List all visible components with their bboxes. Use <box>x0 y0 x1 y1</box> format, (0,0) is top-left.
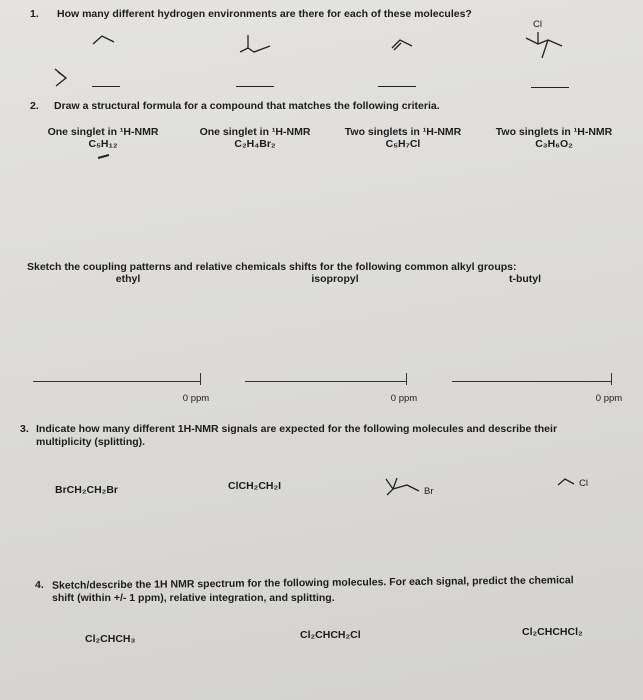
group-isopropyl: isopropyl <box>311 273 359 285</box>
pen-mark <box>97 154 111 160</box>
q2-number: 2. <box>30 100 39 112</box>
q3-molecule-1: BrCH₂CH₂Br <box>55 484 118 496</box>
q2-prompt: Draw a structural formula for a compound that matches the following criteria. <box>54 100 440 112</box>
q4-molecule-3: Cl₂CHCHCl₂ <box>522 626 583 638</box>
spectrum-axis-isopropyl <box>245 381 407 382</box>
answer-blank-2[interactable] <box>236 86 274 87</box>
q1-molecule-4-label: Cl <box>533 19 542 30</box>
tick-t-butyl <box>611 373 612 385</box>
q4-prompt-line-1: Sketch/describe the 1H NMR spectrum for the following molecules. For each signal, predict the chemical <box>51 574 574 592</box>
criteria-4-formula: C₃H₆O₂ <box>535 138 573 150</box>
spectrum-axis-t-butyl <box>452 381 612 382</box>
q1-molecule-4 <box>522 30 567 66</box>
q4-number: 4. <box>35 579 44 591</box>
q1-molecule-5 <box>52 66 82 90</box>
q1-molecule-3 <box>390 34 420 54</box>
answer-blank-4[interactable] <box>531 87 569 88</box>
ppm-label-isopropyl: 0 ppm <box>390 393 418 404</box>
q1-molecule-2 <box>238 32 278 62</box>
q3-molecule-4-label: Cl <box>579 478 588 489</box>
group-t-butyl: t-butyl <box>508 273 542 285</box>
criteria-1-formula: C₅H₁₂ <box>88 138 118 150</box>
ppm-label-ethyl: 0 ppm <box>182 393 210 404</box>
criteria-3-title: Two singlets in ¹H-NMR <box>344 126 462 138</box>
q3-molecule-3-label: Br <box>424 486 434 497</box>
q4-prompt-line-2: shift (within +/- 1 ppm), relative integration, and splitting. <box>52 592 335 604</box>
spectrum-axis-ethyl <box>33 381 201 382</box>
tick-isopropyl <box>406 373 407 385</box>
criteria-1-title: One singlet in ¹H-NMR <box>47 126 159 138</box>
q4-molecule-2: Cl₂CHCH₂Cl <box>300 629 361 641</box>
q4-molecule-1: Cl₂CHCH₃ <box>85 633 136 645</box>
tick-ethyl <box>200 373 201 385</box>
sketch-prompt: Sketch the coupling patterns and relative chemicals shifts for the following common alkyl groups: <box>27 261 517 273</box>
q1-number: 1. <box>30 8 39 20</box>
q3-prompt-line-2: multiplicity (splitting). <box>36 436 146 448</box>
q3-number: 3. <box>20 423 29 435</box>
answer-blank-3[interactable] <box>378 86 416 87</box>
q1-molecule-1 <box>90 30 130 50</box>
criteria-2-formula: C₂H₄Br₂ <box>234 138 276 150</box>
criteria-2-title: One singlet in ¹H-NMR <box>199 126 311 138</box>
group-ethyl: ethyl <box>115 273 141 285</box>
q1-prompt: How many different hydrogen environments are there for each of these molecules? <box>57 8 472 20</box>
answer-blank-1[interactable] <box>92 86 120 87</box>
q3-molecule-2: ClCH₂CH₂I <box>228 480 282 492</box>
ppm-label-t-butyl: 0 ppm <box>595 393 623 404</box>
q3-prompt-line-1: Indicate how many different 1H-NMR signals are expected for the following molecules and describe their <box>36 423 558 435</box>
criteria-3-formula: C₅H₇Cl <box>385 138 421 150</box>
criteria-4-title: Two singlets in ¹H-NMR <box>495 126 613 138</box>
